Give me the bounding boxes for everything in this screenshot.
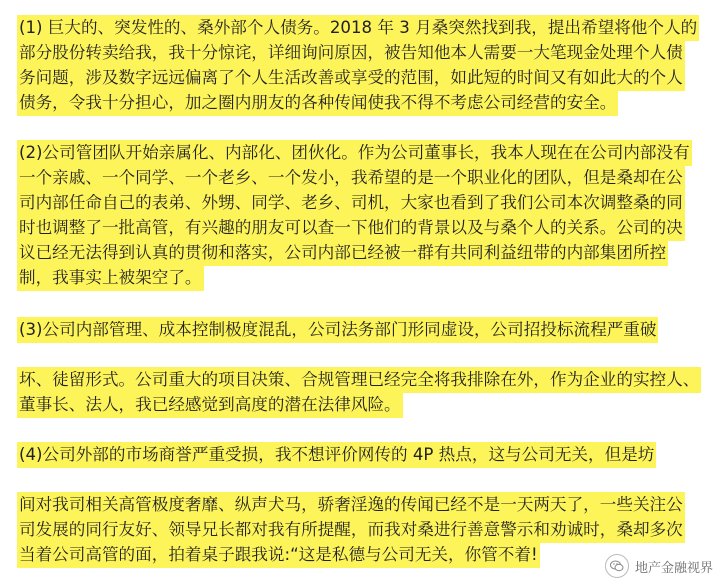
highlighted-text: 司发展的同行友好、领导兄长都对我有所提醒，而我对桑进行善意警示和劝诚时，桑却多次 <box>17 517 685 543</box>
highlighted-text: (1) 巨大的、突发性的、桑外部个人债务。2018 年 3 月桑突然找到我，提出希望将他个人的 <box>17 15 699 41</box>
paragraph-3-line-1 <box>17 317 658 343</box>
paragraph-6-line-1 <box>17 492 685 518</box>
paragraph-2-line-5 <box>17 240 668 266</box>
paragraph-2-line-4 <box>17 215 685 241</box>
paragraph-1-line-3 <box>17 65 685 91</box>
paragraph-1-line-1 <box>17 15 699 41</box>
highlighted-text: (2)公司管团队开始亲属化、内部化、团伙化。作为公司董事长，我本人现在在公司内部没有 <box>17 140 692 166</box>
paragraph-4-line-1 <box>17 367 701 393</box>
paragraph-2-line-6 <box>17 265 204 291</box>
highlighted-text: 务问题，涉及数字远远偏离了个人生活改善或享受的范围，如此短的时间又有如此大的个人 <box>17 65 685 91</box>
highlighted-text: 间对我司相关高管极度奢靡、纵声犬马，骄奢淫逸的传闻已经不是一天两天了，一些关注公 <box>17 492 685 518</box>
highlighted-text: 时也调整了一批高管，有兴趣的朋友可以查一下他们的背景以及与桑个人的关系。公司的决 <box>17 215 685 241</box>
highlighted-text: 坏、徒留形式。公司重大的项目决策、合规管理已经完全将我排除在外，作为企业的实控人、 <box>17 367 701 393</box>
watermark-label: 地产金融视界 <box>634 560 713 576</box>
paragraph-5-line-1 <box>17 442 656 468</box>
paragraph-6-line-2 <box>17 517 685 543</box>
highlighted-text: 当着公司高管的面，拍着桌子跟我说:“这是私德与公司无关，你管不着! <box>17 542 540 568</box>
highlighted-text: 董事长、法人，我已经感觉到高度的潜在法律风险。 <box>17 392 403 418</box>
wechat-glyph-icon <box>610 560 624 572</box>
highlighted-text: 议已经无法得到认真的贯彻和落实，公司内部已经被一群有共同利益纽带的内部集团所控 <box>17 240 668 266</box>
paragraph-1-line-4 <box>17 90 618 116</box>
paragraph-2-line-2 <box>17 165 685 191</box>
highlighted-text: 司内部任命自己的表弟、外甥、同学、老乡、司机，大家也看到了我们公司本次调整桑的同 <box>17 190 685 216</box>
watermark <box>605 554 713 578</box>
paragraph-2-line-1 <box>17 140 692 166</box>
highlighted-text: 债务，令我十分担心，加之圈内朋友的各种传闻使我不得不考虑公司经营的安全。 <box>17 90 618 116</box>
highlighted-text: 部分股份转卖给我，我十分惊诧，详细询问原因，被告知他本人需要一大笔现金处理个人债 <box>17 40 685 66</box>
paragraph-6-line-3 <box>17 542 540 568</box>
highlighted-text: 一个亲戚、一个同学、一个老乡、一个发小，我希望的是一个职业化的团队，但是桑却在公 <box>17 165 685 191</box>
highlighted-text: (3)公司内部管理、成本控制极度混乱，公司法务部门形同虚设，公司招投标流程严重破 <box>17 317 658 343</box>
highlighted-text: 制，我事实上被架空了。 <box>17 265 204 291</box>
paragraph-1-line-2 <box>17 40 685 66</box>
paragraph-2-line-3 <box>17 190 685 216</box>
paragraph-4-line-2 <box>17 392 403 418</box>
wechat-icon <box>605 554 629 578</box>
highlighted-text: (4)公司外部的市场商誉严重受损，我不想评价网传的 4P 热点，这与公司无关，但是坊 <box>17 442 656 468</box>
